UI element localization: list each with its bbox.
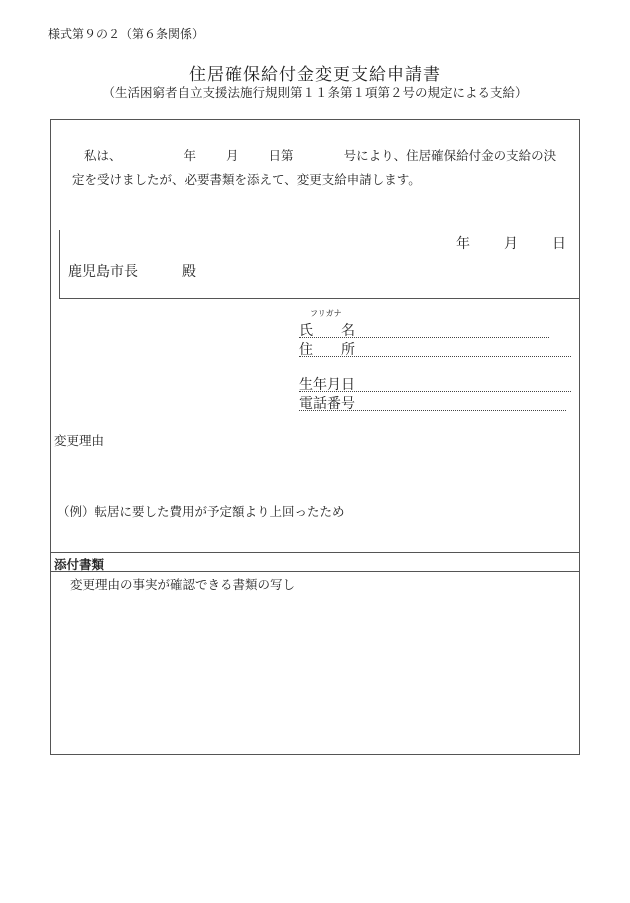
statement-line-1 (84, 146, 556, 164)
document-title: 住居確保給付金変更支給申請書 (189, 65, 441, 85)
date-day: 日 (552, 236, 566, 252)
addressee-honorific: 殿 (182, 264, 196, 280)
furigana-label: フリガナ (310, 309, 342, 318)
statement-month: 月 (226, 148, 239, 163)
divider (50, 552, 579, 553)
phone-field[interactable] (299, 410, 566, 411)
divider (59, 298, 579, 299)
attachment-item: 変更理由の事実が確認できる書類の写し (70, 577, 296, 592)
statement-text: 号により、住居確保給付金の支給の決 (343, 148, 557, 163)
form-frame (50, 119, 580, 755)
statement-line-2: 定を受けましたが、必要書類を添えて、変更支給申請します。 (72, 172, 421, 187)
statement-year: 年 (183, 148, 197, 163)
date-month: 月 (504, 236, 518, 252)
form-number: 様式第９の２（第６条関係） (48, 27, 205, 41)
addressee-name: 鹿児島市長 (68, 264, 138, 280)
name-label: 氏 名 (299, 323, 355, 339)
date-year: 年 (456, 236, 470, 252)
birthdate-label: 生年月日 (299, 377, 355, 393)
phone-label: 電話番号 (299, 396, 355, 412)
divider (59, 230, 60, 298)
birthdate-field[interactable] (299, 391, 571, 392)
application-date (456, 233, 566, 253)
document-subtitle: （生活困窮者自立支援法施行規則第１１条第１項第２号の規定による支給） (102, 85, 528, 100)
attachments-header: 添付書類 (54, 557, 105, 572)
address-field[interactable] (299, 356, 571, 357)
address-label: 住 所 (299, 342, 355, 358)
name-field[interactable] (299, 337, 549, 338)
divider (50, 571, 579, 572)
addressee (68, 261, 196, 281)
statement-text: 私は、 (84, 148, 122, 163)
statement-day-no: 日第 (268, 148, 294, 163)
reason-example: （例）転居に要した費用が予定額より上回ったため (57, 504, 345, 519)
reason-label: 変更理由 (54, 433, 105, 448)
